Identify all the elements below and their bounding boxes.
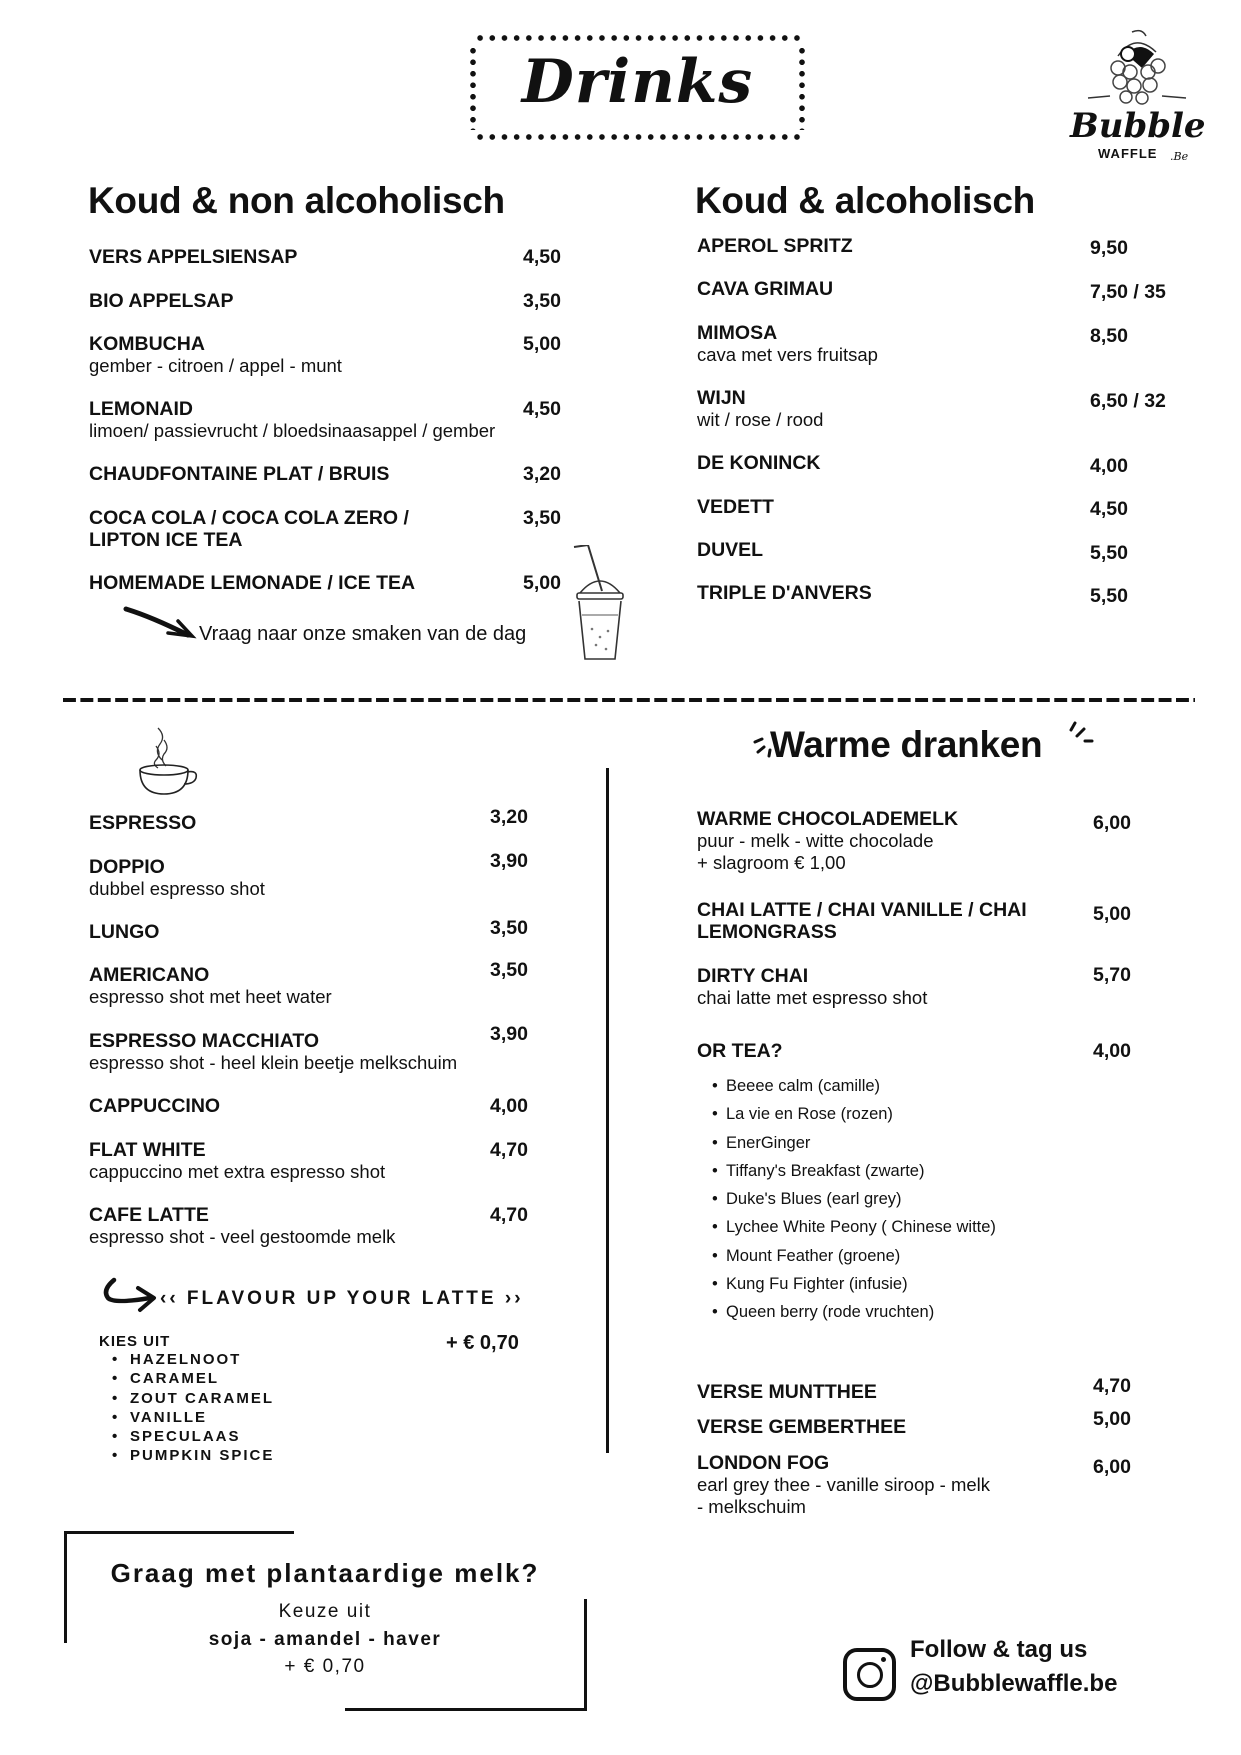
item-name: VERSE MUNTTHEE [697, 1381, 877, 1403]
section-title-cold-non-alcoholic: Koud & non alcoholisch [88, 180, 505, 221]
menu-item [697, 965, 927, 1009]
page-title: Drinks [521, 47, 754, 117]
item-description: wit / rose / rood [697, 409, 824, 430]
instagram-flash [881, 1657, 886, 1662]
flavour-up-title: ‹‹ FLAVOUR UP YOUR LATTE ›› [160, 1288, 524, 1309]
item-name: CAPPUCCINO [89, 1095, 221, 1117]
tea-option: • Tiffany's Breakfast (zwarte) [712, 1157, 996, 1185]
item-name: AMERICANO [89, 964, 210, 986]
menu-item [697, 387, 823, 431]
menu-item [89, 812, 196, 834]
item-price: 4,70 [490, 1204, 528, 1226]
item-price: 4,50 [1090, 498, 1128, 520]
item-price: 3,20 [490, 806, 528, 828]
section-title-warm: Warme dranken [770, 724, 1043, 765]
tea-option: • Kung Fu Fighter (infusie) [712, 1270, 996, 1298]
logo-sub: WAFFLE [1098, 146, 1158, 161]
plant-milk-price: + € 0,70 [284, 1656, 366, 1677]
instagram-handle[interactable]: @Bubblewaffle.be [910, 1670, 1118, 1697]
frame-line [345, 1708, 587, 1711]
item-price: 5,50 [1090, 585, 1128, 607]
item-name: WIJN [697, 387, 746, 409]
tea-option: • Lychee White Peony ( Chinese witte) [712, 1213, 996, 1241]
coffee-cup-icon [136, 726, 202, 798]
item-description: puur - melk - witte chocolade [697, 830, 934, 851]
item-name: DE KONINCK [697, 452, 821, 474]
flavour-option: • PUMPKIN SPICE [112, 1446, 274, 1465]
dotted-border-bottom [474, 134, 801, 140]
menu-item [89, 1030, 457, 1074]
menu-item [697, 539, 763, 561]
plant-milk-title: Graag met plantaardige melk? [110, 1558, 540, 1588]
item-description: dubbel espresso shot [89, 878, 265, 899]
item-price: 3,50 [490, 959, 528, 981]
dotted-border-top [474, 35, 801, 41]
menu-item [697, 1416, 906, 1438]
item-price: 3,50 [523, 507, 561, 529]
menu-item [697, 235, 853, 257]
flavour-choose-label: KIES UIT [99, 1333, 171, 1350]
menu-item [89, 856, 265, 900]
sparkle-icon [1065, 720, 1097, 752]
arrow-icon [122, 603, 202, 643]
item-name: LONDON FOG [697, 1452, 830, 1474]
item-price: 6,00 [1093, 812, 1131, 834]
flavour-option: • ZOUT CARAMEL [112, 1389, 274, 1408]
item-price: 3,50 [490, 917, 528, 939]
item-name: MIMOSA [697, 322, 778, 344]
tea-list [712, 1072, 996, 1327]
menu-item [697, 808, 958, 874]
menu-item [89, 1095, 220, 1117]
item-price: 3,90 [490, 850, 528, 872]
follow-text: Follow & tag us [910, 1636, 1088, 1663]
menu-item [89, 507, 409, 551]
item-name: VERSE GEMBERTHEE [697, 1416, 907, 1438]
menu-item [697, 1381, 877, 1403]
menu-item [89, 246, 297, 268]
tea-option: • Beeee calm (camille) [712, 1072, 996, 1100]
item-price: 5,00 [1093, 1408, 1131, 1430]
item-name: OR TEA? [697, 1040, 783, 1062]
item-price: 4,70 [1093, 1375, 1131, 1397]
menu-item [89, 921, 159, 943]
item-price: 4,50 [523, 398, 561, 420]
item-name: VERS APPELSIENSAP [89, 246, 298, 268]
flavour-option: • CARAMEL [112, 1369, 274, 1388]
item-name: CHAUDFONTAINE PLAT / BRUIS [89, 463, 390, 485]
item-name: KOMBUCHA [89, 333, 205, 355]
flavour-option: • VANILLE [112, 1408, 274, 1427]
menu-item [697, 496, 774, 518]
item-description: cappuccino met extra espresso shot [89, 1161, 386, 1182]
item-name: DUVEL [697, 539, 764, 561]
daily-flavours-note: Vraag naar onze smaken van de dag [199, 623, 527, 645]
item-name: TRIPLE D'ANVERS [697, 582, 872, 604]
flavour-option: • HAZELNOOT [112, 1350, 274, 1369]
item-description: cava met vers fruitsap [697, 344, 878, 365]
tea-option: • La vie en Rose (rozen) [712, 1100, 996, 1128]
item-price: 6,00 [1093, 1456, 1131, 1478]
item-description: limoen/ passievrucht / bloedsinaasappel / gember [89, 420, 496, 441]
item-name: ESPRESSO MACCHIATO [89, 1030, 320, 1052]
section-title-cold-alcoholic: Koud & alcoholisch [695, 180, 1035, 221]
item-price: 6,50 / 32 [1090, 390, 1166, 412]
item-price: 3,90 [490, 1023, 528, 1045]
tea-option: • Mount Feather (groene) [712, 1242, 996, 1270]
frame-line [64, 1531, 294, 1534]
item-name: VEDETT [697, 496, 774, 518]
item-description-extra: + slagroom € 1,00 [697, 852, 846, 873]
item-price: 9,50 [1090, 237, 1128, 259]
menu-item [89, 572, 415, 594]
item-name-line2: LIPTON ICE TEA [89, 529, 243, 551]
menu-item [697, 322, 878, 366]
item-description: espresso shot met heet water [89, 986, 332, 1007]
logo-suffix: .Be [1170, 150, 1189, 163]
plant-milk-options: soja - amandel - haver [208, 1629, 442, 1650]
item-name: LUNGO [89, 921, 160, 943]
instagram-icon[interactable] [843, 1648, 896, 1701]
item-price: 5,50 [1090, 542, 1128, 564]
item-price: 7,50 / 35 [1090, 281, 1166, 303]
menu-item [89, 1139, 385, 1183]
logo-word: Bubble [1070, 106, 1206, 146]
flavour-list [112, 1350, 274, 1466]
item-price: 4,00 [1090, 455, 1128, 477]
vertical-divider [606, 768, 609, 1453]
item-price: 5,70 [1093, 964, 1131, 986]
curved-arrow-icon [100, 1276, 162, 1316]
item-description: chai latte met espresso shot [697, 987, 928, 1008]
menu-item [697, 899, 1027, 943]
item-name: DIRTY CHAI [697, 965, 809, 987]
item-description: earl grey thee - vanille siroop - melk [697, 1474, 991, 1495]
item-price: 4,00 [490, 1095, 528, 1117]
instagram-lens [857, 1662, 883, 1688]
iced-drink-icon [570, 545, 630, 663]
bubble-waffle-logo [1070, 28, 1206, 168]
menu-item [89, 333, 342, 377]
item-name: COCA COLA / COCA COLA ZERO / [89, 507, 409, 529]
menu-item [89, 1204, 395, 1248]
menu-item [89, 964, 332, 1008]
menu-item [697, 452, 821, 474]
item-description: espresso shot - heel klein beetje melkschuim [89, 1052, 458, 1073]
item-description: gember - citroen / appel - munt [89, 355, 342, 376]
item-description: espresso shot - veel gestoomde melk [89, 1226, 396, 1247]
item-name: ESPRESSO [89, 812, 197, 834]
menu-item [697, 278, 833, 300]
menu-item [89, 398, 495, 442]
item-price: 5,00 [1093, 903, 1131, 925]
item-name: DOPPIO [89, 856, 165, 878]
item-name: CAVA GRIMAU [697, 278, 834, 300]
tea-option: • EnerGinger [712, 1129, 996, 1157]
item-price: 5,00 [523, 333, 561, 355]
item-name: BIO APPELSAP [89, 290, 234, 312]
waffle-logo-icon [1070, 28, 1200, 108]
dashed-divider [63, 698, 1195, 702]
item-name: FLAT WHITE [89, 1139, 206, 1161]
item-price: 8,50 [1090, 325, 1128, 347]
item-name: CHAI LATTE / CHAI VANILLE / CHAI [697, 899, 1027, 921]
menu-item [697, 1040, 783, 1062]
item-price: 5,00 [523, 572, 561, 594]
item-price: 4,70 [490, 1139, 528, 1161]
title-box [470, 35, 805, 140]
item-price: 4,00 [1093, 1040, 1131, 1062]
plant-milk-choose: Keuze uit [278, 1601, 372, 1622]
item-price: 3,20 [523, 463, 561, 485]
flavour-option: • SPECULAAS [112, 1427, 274, 1446]
flavour-price: + € 0,70 [446, 1332, 519, 1354]
menu-item [697, 1452, 990, 1518]
item-name: APEROL SPRITZ [697, 235, 853, 257]
item-price: 4,50 [523, 246, 561, 268]
tea-option: • Duke's Blues (earl grey) [712, 1185, 996, 1213]
menu-item [89, 290, 233, 312]
menu-item [697, 582, 872, 604]
item-name: HOMEMADE LEMONADE / ICE TEA [89, 572, 416, 594]
item-name: CAFE LATTE [89, 1204, 209, 1226]
menu-item [89, 463, 389, 485]
item-price: 3,50 [523, 290, 561, 312]
tea-option: • Queen berry (rode vruchten) [712, 1298, 996, 1326]
item-name: WARME CHOCOLADEMELK [697, 808, 959, 830]
item-description-extra: - melkschuim [697, 1496, 806, 1517]
item-name: LEMONAID [89, 398, 193, 420]
item-name-line2: LEMONGRASS [697, 921, 837, 943]
